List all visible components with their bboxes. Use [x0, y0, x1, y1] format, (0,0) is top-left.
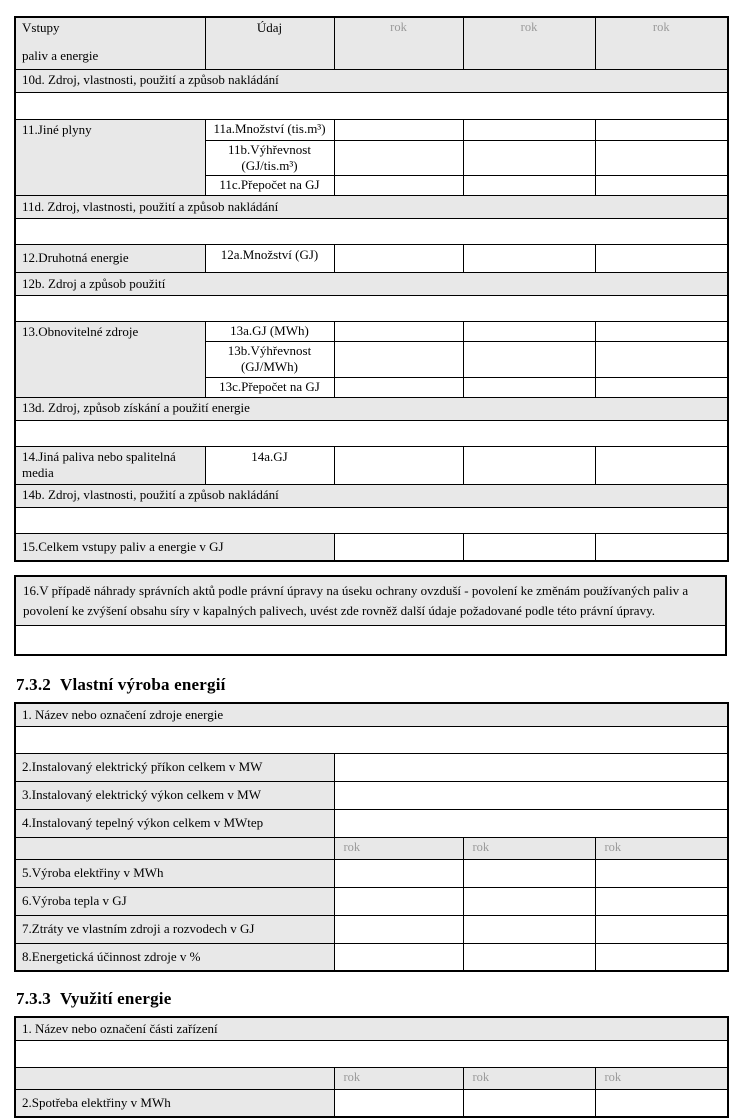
input-cell-732-2[interactable]	[334, 753, 728, 781]
input-cell-11c-rok3[interactable]	[595, 176, 728, 196]
input-cell-12a-rok3[interactable]	[595, 245, 728, 273]
input-cell-732-7-rok2[interactable]	[463, 915, 595, 943]
answer-row-11d[interactable]	[15, 219, 728, 245]
input-cell-11b-rok3[interactable]	[595, 140, 728, 176]
row-label-13: 13.Obnovitelné zdroje	[15, 322, 205, 398]
year-header-733-3[interactable]: rok	[595, 1067, 728, 1089]
sub-label-13b-line1: 13b.Výhřevnost	[227, 343, 312, 358]
sub-label-14a: 14a.GJ	[205, 446, 334, 484]
input-cell-11b-rok2[interactable]	[463, 140, 595, 176]
row-label-733-1: 1. Název nebo označení části zařízení	[15, 1017, 728, 1040]
sub-label-11a: 11a.Množství (tis.m³)	[205, 119, 334, 140]
section-heading-733	[16, 989, 727, 1009]
row-label-13d: 13d. Zdroj, způsob získání a použití energie	[15, 397, 728, 420]
answer-row-733-1[interactable]	[15, 1040, 728, 1067]
input-cell-14a-rok2[interactable]	[463, 446, 595, 484]
sub-label-13a: 13a.GJ (MWh)	[205, 322, 334, 342]
input-cell-732-3[interactable]	[334, 781, 728, 809]
row-label-11d: 11d. Zdroj, vlastnosti, použití a způsob nakládání	[15, 196, 728, 219]
year-header-732-3[interactable]: rok	[595, 837, 728, 859]
input-cell-13c-rok2[interactable]	[463, 377, 595, 397]
sub-label-13b	[205, 342, 334, 378]
input-cell-14a-rok1[interactable]	[334, 446, 463, 484]
answer-row-13d[interactable]	[15, 420, 728, 446]
input-cell-733-2-rok3[interactable]	[595, 1089, 728, 1117]
input-cell-732-7-rok1[interactable]	[334, 915, 463, 943]
note16-text: 16.V případě náhrady správních aktů podle právní úpravy na úseku ochrany ovzduší - povolení ke změnám používaných paliv a povolení ke zvýšení obsahu síry v kapalných palivech, uvést zde rovněž další údaje požadované podle této právní úpravy.	[16, 577, 725, 626]
input-cell-12a-rok2[interactable]	[463, 245, 595, 273]
sub-label-13b-line2: (GJ/MWh)	[240, 359, 299, 375]
vlastni-vyroba-table	[14, 702, 729, 972]
input-cell-13a-rok1[interactable]	[334, 322, 463, 342]
sub-label-13c: 13c.Přepočet na GJ	[205, 377, 334, 397]
vstupy-line2: paliv a energie	[22, 48, 99, 64]
sub-label-11b-line2: (GJ/tis.m³)	[241, 157, 298, 173]
answer-row-10d[interactable]	[15, 92, 728, 119]
row-label-732-8: 8.Energetická účinnost zdroje v %	[15, 943, 334, 971]
input-cell-13c-rok3[interactable]	[595, 377, 728, 397]
row-label-733-2: 2.Spotřeba elektřiny v MWh	[15, 1089, 334, 1117]
input-cell-13a-rok2[interactable]	[463, 322, 595, 342]
row-label-14b: 14b. Zdroj, vlastnosti, použití a způsob nakládání	[15, 484, 728, 507]
row-label-732-5: 5.Výroba elektřiny v MWh	[15, 859, 334, 887]
year-header-732-1[interactable]: rok	[334, 837, 463, 859]
input-cell-732-6-rok1[interactable]	[334, 887, 463, 915]
input-cell-732-5-rok3[interactable]	[595, 859, 728, 887]
row-label-14: 14.Jiná paliva nebo spalitelná media	[15, 446, 205, 484]
section-number-733: 7.3.3	[16, 989, 51, 1008]
sub-label-11b-line1: 11b.Výhřevnost	[228, 141, 311, 157]
input-cell-732-8-rok1[interactable]	[334, 943, 463, 971]
row-label-12: 12.Druhotná energie	[15, 245, 205, 273]
vyuziti-energie-table	[14, 1016, 729, 1118]
input-cell-13b-rok3[interactable]	[595, 342, 728, 378]
sub-label-11b	[205, 140, 334, 176]
input-cell-13c-rok1[interactable]	[334, 377, 463, 397]
input-cell-732-4[interactable]	[334, 809, 728, 837]
answer-row-12b[interactable]	[15, 296, 728, 322]
input-cell-13a-rok3[interactable]	[595, 322, 728, 342]
input-cell-732-6-rok2[interactable]	[463, 887, 595, 915]
note16-answer-area[interactable]	[16, 626, 725, 654]
input-cell-11b-rok1[interactable]	[334, 140, 463, 176]
section-title-732: Vlastní výroba energií	[60, 675, 226, 694]
input-cell-14a-rok3[interactable]	[595, 446, 728, 484]
section-heading-732	[16, 675, 727, 695]
year-header-cell-2[interactable]: rok	[463, 17, 595, 69]
year-header-733-1[interactable]: rok	[334, 1067, 463, 1089]
input-cell-11a-rok1[interactable]	[334, 119, 463, 140]
row-label-732-7: 7.Ztráty ve vlastním zdroji a rozvodech v GJ	[15, 915, 334, 943]
col-header-udaj: Údaj	[205, 17, 334, 69]
row-label-732-6: 6.Výroba tepla v GJ	[15, 887, 334, 915]
year-header-733-2[interactable]: rok	[463, 1067, 595, 1089]
year-header-732-2[interactable]: rok	[463, 837, 595, 859]
year-header-cell-3[interactable]: rok	[595, 17, 728, 69]
input-cell-11a-rok3[interactable]	[595, 119, 728, 140]
row-label-11: 11.Jiné plyny	[15, 119, 205, 196]
input-cell-15-rok3[interactable]	[595, 533, 728, 561]
input-cell-732-8-rok3[interactable]	[595, 943, 728, 971]
input-cell-15-rok1[interactable]	[334, 533, 463, 561]
row-label-732-3: 3.Instalovaný elektrický výkon celkem v MW	[15, 781, 334, 809]
row-label-732-1: 1. Název nebo označení zdroje energie	[15, 703, 728, 726]
input-cell-11c-rok2[interactable]	[463, 176, 595, 196]
input-cell-732-7-rok3[interactable]	[595, 915, 728, 943]
input-cell-733-2-rok2[interactable]	[463, 1089, 595, 1117]
answer-row-732-1[interactable]	[15, 726, 728, 753]
row-label-732-4: 4.Instalovaný tepelný výkon celkem v MWtep	[15, 809, 334, 837]
input-cell-732-5-rok2[interactable]	[463, 859, 595, 887]
input-cell-15-rok2[interactable]	[463, 533, 595, 561]
input-cell-13b-rok2[interactable]	[463, 342, 595, 378]
rok-row-spacer-732	[15, 837, 334, 859]
row-label-12b: 12b. Zdroj a způsob použití	[15, 273, 728, 296]
input-cell-11a-rok2[interactable]	[463, 119, 595, 140]
row-label-732-2: 2.Instalovaný elektrický příkon celkem v MW	[15, 753, 334, 781]
section-number-732: 7.3.2	[16, 675, 51, 694]
section-title-733: Využití energie	[60, 989, 172, 1008]
sub-label-11c: 11c.Přepočet na GJ	[205, 176, 334, 196]
input-cell-12a-rok1[interactable]	[334, 245, 463, 273]
col-header-vstupy	[15, 17, 205, 69]
vstupy-line1: Vstupy	[22, 20, 60, 35]
input-cell-733-2-rok1[interactable]	[334, 1089, 463, 1117]
rok-row-spacer-733	[15, 1067, 334, 1089]
input-cell-11c-rok1[interactable]	[334, 176, 463, 196]
input-cell-13b-rok1[interactable]	[334, 342, 463, 378]
row-label-15: 15.Celkem vstupy paliv a energie v GJ	[15, 533, 334, 561]
note16-box	[14, 575, 727, 656]
input-cell-732-6-rok3[interactable]	[595, 887, 728, 915]
input-cell-732-8-rok2[interactable]	[463, 943, 595, 971]
sub-label-12a: 12a.Množství (GJ)	[205, 245, 334, 273]
row-label-10d: 10d. Zdroj, vlastnosti, použití a způsob nakládání	[15, 69, 728, 92]
vstupy-paliv-table	[14, 16, 729, 562]
answer-row-14b[interactable]	[15, 507, 728, 533]
input-cell-732-5-rok1[interactable]	[334, 859, 463, 887]
year-header-cell-1[interactable]: rok	[334, 17, 463, 69]
